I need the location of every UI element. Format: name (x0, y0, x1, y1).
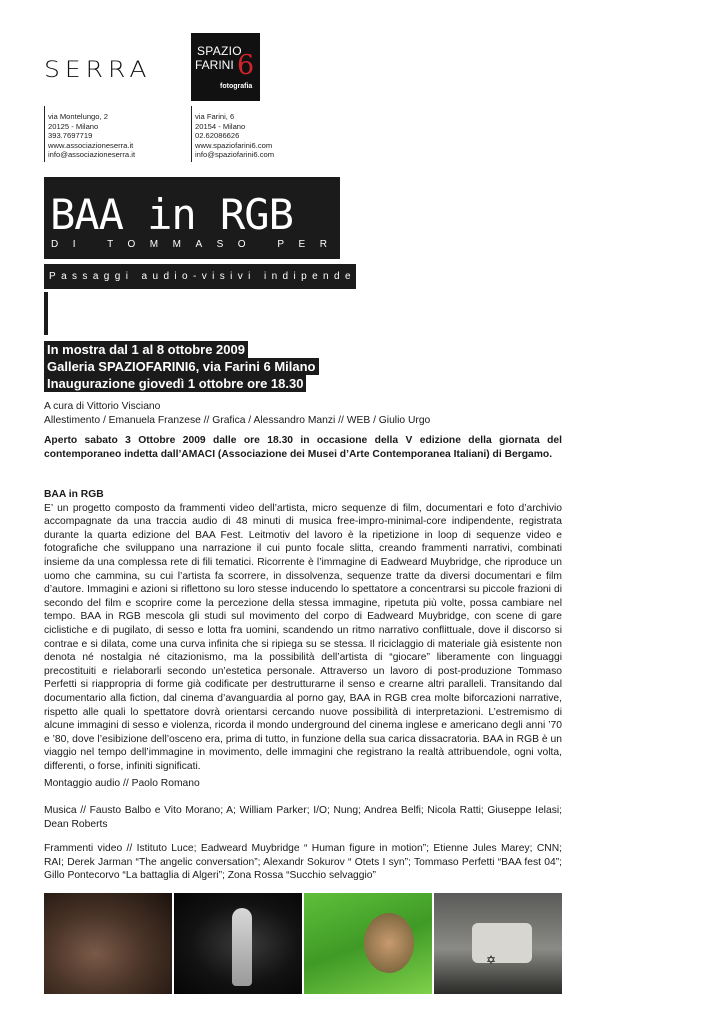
email-link[interactable]: info@associazioneserra.it (48, 150, 136, 160)
address-line: 20125 - Milano (48, 121, 99, 131)
spazio-farini-logo (191, 33, 260, 101)
tagline: Passaggi audio-visivi indipendenti (44, 264, 356, 289)
section-text: E’ un progetto composto da frammenti video dell’artista, micro sequenze di film, documentari e foto d’archivio accompagnate da una traccia audio di 48 minuti di musica free-impro-minimal-core indipendente, registrata durante la quarta edizione del BAA Fest. Leitmotiv del lavoro è la ripetizione in loop di sequenze video e fotografiche che sviluppano una narrazione il cui punto focale slitta, creando frammenti narrativi, combinati insieme da una complessa rete di fili tematici. Ricorrente è l’immagine di Eadweard Muybridge, che riproduce un uomo che cammina, su cui l’artista fa scorrere, in dissolvenza, sequenze tratte da diversi documentari e film d’autore. Immagini e azioni si riflettono su loro stesse inducendo lo spettatore a concentrarsi su piccole frazioni di secondo del film e scoprire come la percezione della stessa immagine, ripetuta più volte, possa cambiare nel tempo. BAA in RGB mescola gli studi sul movimento del corpo di Eadweard Muybridge, con scene di gare ciclistiche e di pugilato, di sesso e lotta fra uomini, scandendo un ritmo narrativo conflittuale, dove il discorso si contrae e si dilata, come una curva infinita che si ripiega su se stessa. Il riciclaggio di materiale già esistente non denota né nostalgia né citazionismo, ma la possibilità dell’artista di “giocare” liberamente con linguaggi precostituiti e rielaborarli secondo un’estetica personale. Attraverso un lavoro di post-produzione Tommaso Perfetti si riappropria di forme già codificate per destrutturarne il senso e crearne altri paralleli. Transitando dal documentario alla fiction, dal cinema d’avanguardia al porno gay, BAA in RGB crea molte biforcazioni narrative, rispetto alle quali lo spettatore dovrà orientarsi cercando nuove possibilità di interpretazioni. L’estremismo di alcune immagini di sesso e violenza, ricorda il mondo underground del cinema inglese e americano degli anni ’70 e ’80, dove l’esibizione dell’osceno era, prima di tutto, in funzione della sua carica dissacratoria. BAA in RGB è un viaggio nel tempo dell’immagine in movimento, delle immagini che registrano la realtà attribuendole, ogni volta, differenti, o forse, infiniti significati. (44, 502, 562, 772)
website-link[interactable]: www.associazioneserra.it (48, 140, 134, 150)
photo-strip (44, 893, 562, 994)
divider (191, 106, 192, 162)
logo-line-fotografia: fotografia (220, 83, 253, 90)
serra-logo: SERRA (44, 56, 152, 83)
audio-credit: Montaggio audio // Paolo Romano (44, 778, 200, 789)
logo-line-farini: FARINI (195, 58, 234, 72)
figure-shape (472, 923, 532, 963)
title-block (44, 177, 442, 259)
music-credit: Musica // Fausto Balbo e Vito Morano; A; William Parker; I/O; Nung; Andrea Belfi; Nicola Ratti; Giuseppe Ielasi; Dean Roberts (44, 805, 562, 830)
credits (44, 400, 430, 428)
figure-shape (364, 913, 414, 973)
section-heading: BAA in RGB (44, 489, 104, 500)
curator-credit: A cura di Vittorio Visciano (44, 401, 161, 412)
address-line: via Farini, 6 (195, 112, 235, 121)
divider (44, 106, 45, 162)
figure-shape (232, 908, 252, 986)
serra-address (48, 112, 135, 160)
event-venue: Galleria SPAZIOFARINI6, via Farini 6 Milano (44, 358, 319, 375)
page-title: BAA in RGB (50, 190, 293, 239)
video-still-4 (434, 893, 562, 994)
video-credit: Frammenti video // Istituto Luce; Eadweard Muybridge “ Human figure in motion”; Etienne Jules Marey; CNN; RAI; Derek Jarman “The angelic conversation”; Alexandr Sokurov “ Otets I syn”; Tommaso Perfetti “BAA fest 04”; Gillo Pontecorvo “La battaglia di Algeri”; Zona Rossa “Succhio selvaggio” (44, 843, 562, 882)
video-still-3 (304, 893, 432, 994)
logo-six: 6 (237, 50, 255, 81)
website-link[interactable]: www.spaziofarini6.com (195, 140, 273, 150)
video-still-1 (44, 893, 172, 994)
email-link[interactable]: info@spaziofarini6.com (195, 150, 275, 160)
accent-bar (44, 292, 48, 335)
address-line: 393.7697719 (48, 131, 93, 141)
description-section (44, 488, 562, 773)
address-line: 02.62086626 (195, 131, 240, 141)
address-line: 20154 - Milano (195, 121, 246, 131)
video-still-2 (174, 893, 302, 994)
event-info (44, 341, 319, 392)
spazio-address (195, 112, 274, 160)
opening-note: Aperto sabato 3 Ottobre 2009 dalle ore 18.30 in occasione della V edizione della giornata del contemporaneo indetta dall’AMACI (Associazione dei Musei d’Arte Contemporanea Italiani) di Bergamo. (44, 435, 562, 460)
logo-line-spazio: SPAZIO (197, 44, 242, 58)
address-line: via Montelungo, 2 (48, 112, 108, 121)
star-icon: ✡ (486, 953, 497, 967)
event-dates: In mostra dal 1 al 8 ottobre 2009 (44, 341, 248, 358)
event-opening: Inaugurazione giovedì 1 ottobre ore 18.30 (44, 375, 306, 392)
title-author: DI TOMMASO PERFETTI (51, 239, 442, 250)
staff-credit: Allestimento / Emanuela Franzese // Grafica / Alessandro Manzi // WEB / Giulio Urgo (44, 415, 431, 426)
